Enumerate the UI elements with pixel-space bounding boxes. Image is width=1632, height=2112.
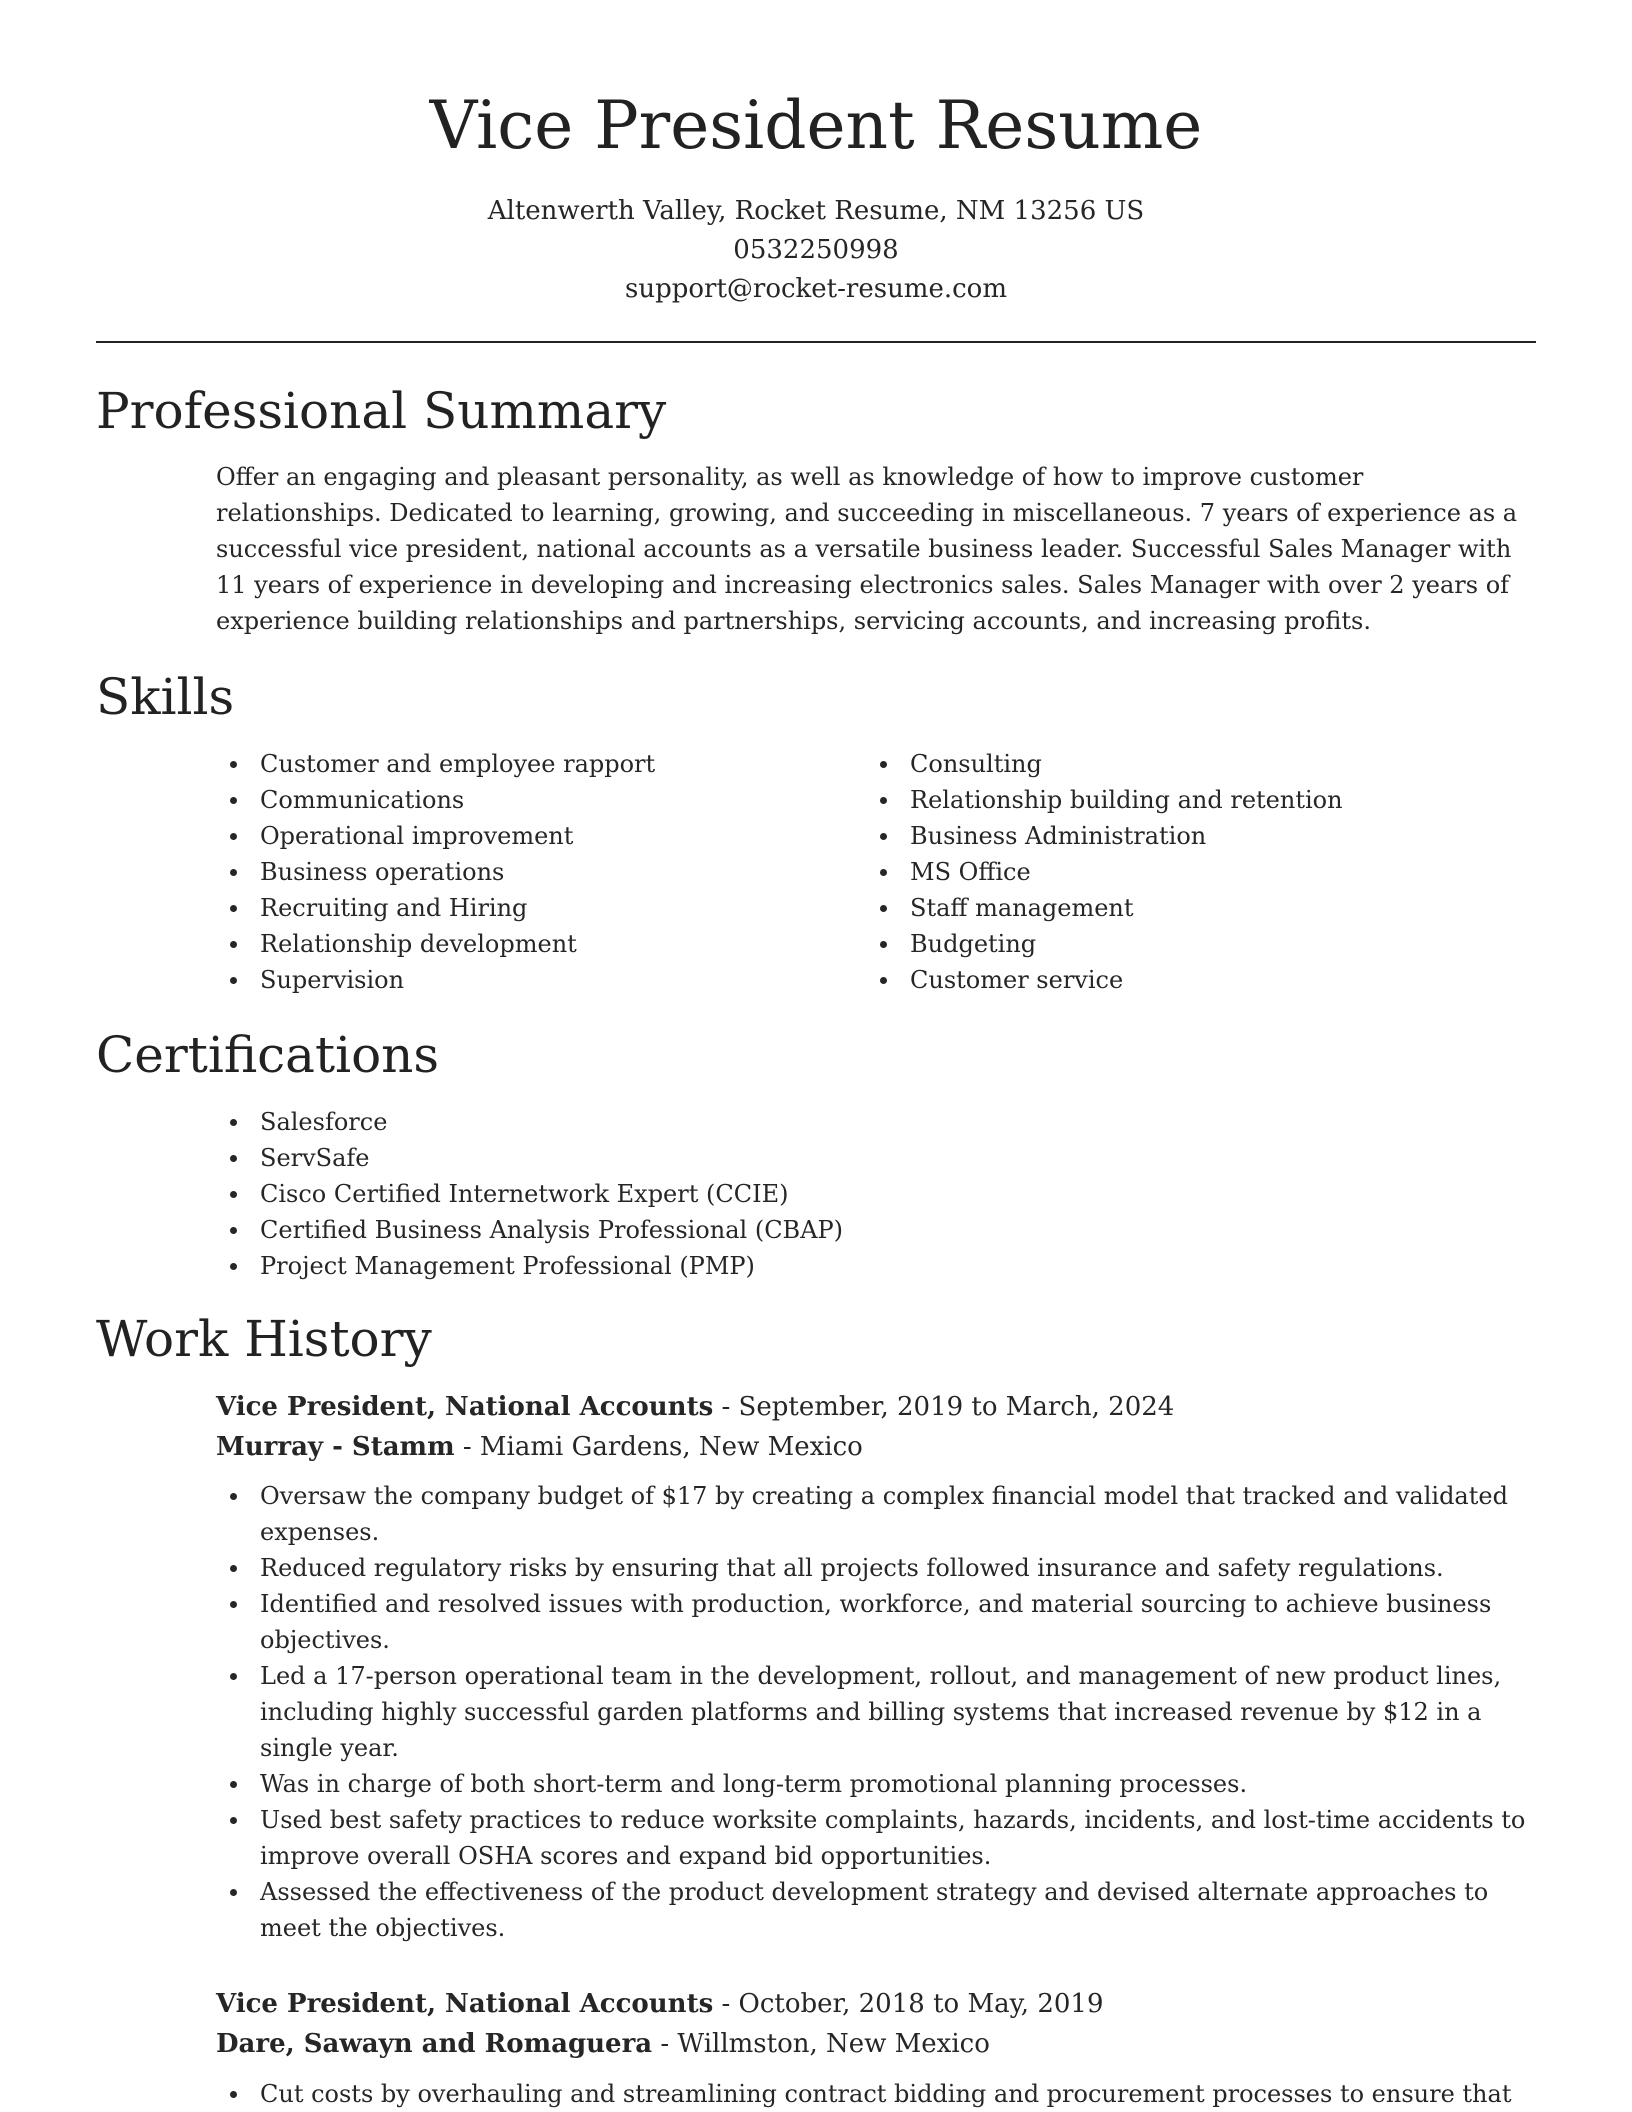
job-company: Murray - Stamm: [216, 1432, 455, 1462]
job-duties: [216, 1478, 1536, 1946]
contact-address: Altenwerth Valley, Rocket Resume, NM 13256 US: [487, 196, 1145, 226]
certification-item: Certified Business Analysis Professional (CBAP): [216, 1212, 1516, 1248]
job-dates: - September, 2019 to March, 2024: [713, 1392, 1175, 1422]
certification-item: ServSafe: [216, 1140, 1516, 1176]
job-company-line: [216, 1427, 1536, 1467]
contact-phone: 0532250998: [733, 235, 899, 265]
skill-item: Customer and employee rapport: [216, 746, 856, 782]
certifications-heading: Certifications: [96, 1026, 440, 1084]
skills-column-right: [866, 746, 1506, 998]
job-role: Vice President, National Accounts: [216, 1392, 714, 1422]
job-location: - Miami Gardens, New Mexico: [454, 1432, 863, 1462]
job-role: Vice President, National Accounts: [216, 1989, 714, 2019]
summary-text: Offer an engaging and pleasant personality, as well as knowledge of how to improve customer relationships. Dedicated to learning, growing, and succeeding in miscellaneous. 7 years of experience as a successful vice president, national accounts as a versatile business leader. Successful Sales Manager with 11 years of experience in developing and increasing electronics sales. Sales Manager with over 2 years of experience building relationships and partnerships, servicing accounts, and increasing profits.: [216, 463, 1518, 635]
job-duty-item: Cut costs by overhauling and streamlining contract bidding and procurement processes to ensure that: [216, 2076, 1536, 2112]
job-title-line: [216, 1387, 1536, 1427]
resume-title: Vice President Resume: [429, 87, 1203, 164]
skill-item: Recruiting and Hiring: [216, 890, 856, 926]
certifications-list: [216, 1104, 1516, 1284]
job-duty-item: Used best safety practices to reduce worksite complaints, hazards, incidents, and lost-time accidents to improve overall OSHA scores and expand bid opportunities.: [216, 1802, 1536, 1874]
header-divider: [96, 341, 1536, 343]
job-duties: [216, 2076, 1536, 2112]
job-title-line: [216, 1984, 1536, 2024]
skill-item: Business Administration: [866, 818, 1506, 854]
job-duty-item: Reduced regulatory risks by ensuring that all projects followed insurance and safety regulations.: [216, 1550, 1536, 1586]
skill-item: Supervision: [216, 962, 856, 998]
contact-email: support@rocket-resume.com: [624, 274, 1007, 304]
skill-item: Consulting: [866, 746, 1506, 782]
job-company: Dare, Sawayn and Romaguera: [216, 2029, 653, 2059]
job-duty-item: Oversaw the company budget of $17 by creating a complex financial model that tracked and validated expenses.: [216, 1478, 1536, 1550]
skills-column-left: [216, 746, 856, 998]
job-location: - Willmston, New Mexico: [652, 2029, 990, 2059]
job-duty-item: Led a 17-person operational team in the development, rollout, and management of new product lines, including highly successful garden platforms and billing systems that increased revenue by $12 in a single year.: [216, 1658, 1536, 1766]
job-duty-item: Assessed the effectiveness of the product development strategy and devised alternate approaches to meet the objectives.: [216, 1874, 1536, 1946]
skill-item: Relationship development: [216, 926, 856, 962]
skill-item: Operational improvement: [216, 818, 856, 854]
certification-item: Cisco Certified Internetwork Expert (CCIE): [216, 1176, 1516, 1212]
summary-heading: Professional Summary: [96, 382, 667, 440]
job-entry-header: [216, 1387, 1536, 1467]
skill-item: Customer service: [866, 962, 1506, 998]
skill-item: Communications: [216, 782, 856, 818]
work-history-heading: Work History: [96, 1310, 432, 1368]
skill-item: MS Office: [866, 854, 1506, 890]
skill-item: Staff management: [866, 890, 1506, 926]
resume-header: [0, 0, 1632, 309]
job-entry-header: [216, 1984, 1536, 2064]
skill-item: Budgeting: [866, 926, 1506, 962]
job-dates: - October, 2018 to May, 2019: [713, 1989, 1104, 2019]
job-company-line: [216, 2024, 1536, 2064]
job-duty-item: Was in charge of both short-term and long-term promotional planning processes.: [216, 1766, 1536, 1802]
job-duty-item: Identified and resolved issues with production, workforce, and material sourcing to achieve business objectives.: [216, 1586, 1536, 1658]
skills-heading: Skills: [96, 668, 235, 726]
certification-item: Salesforce: [216, 1104, 1516, 1140]
skill-item: Relationship building and retention: [866, 782, 1506, 818]
certification-item: Project Management Professional (PMP): [216, 1248, 1516, 1284]
skill-item: Business operations: [216, 854, 856, 890]
contact-info: [0, 192, 1632, 309]
